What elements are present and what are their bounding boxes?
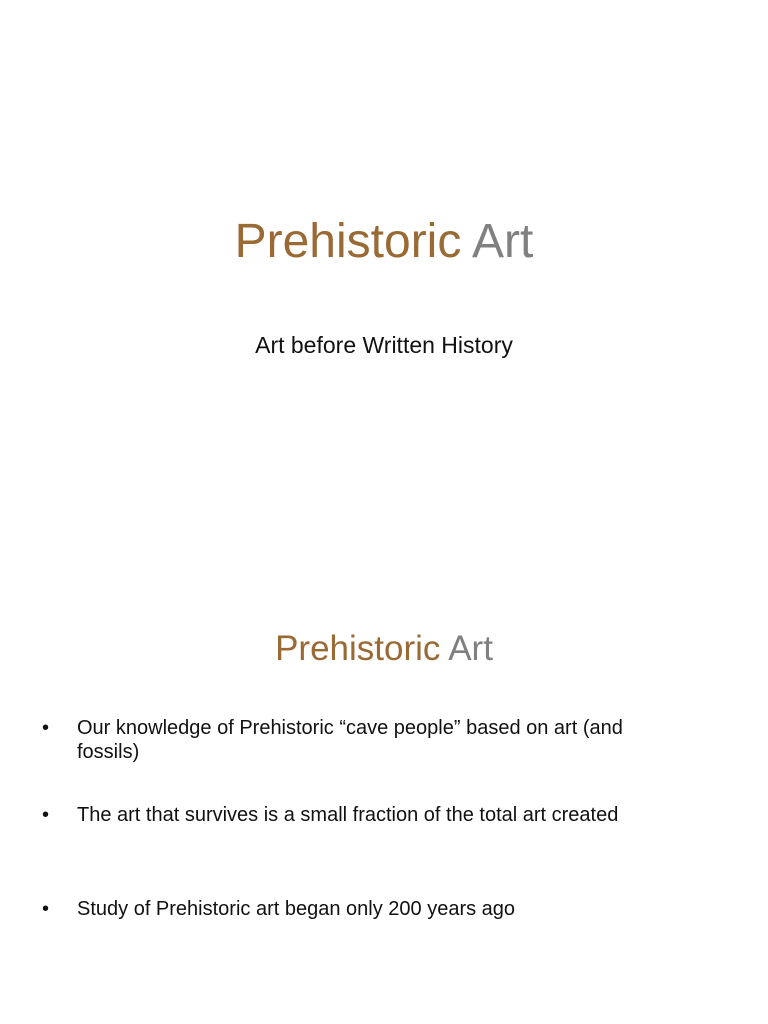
bullet-item: • Our knowledge of Prehistoric “cave people” based on art (and fossils) <box>42 717 623 763</box>
slide-1-subtitle: Art before Written History <box>255 332 513 358</box>
bullet-item: • Study of Prehistoric art began only 200 years ago <box>42 898 516 920</box>
slide-1-title: Prehistoric Art <box>234 215 534 268</box>
bullet-icon: • <box>42 898 50 920</box>
slide-2-title: Prehistoric Art <box>275 629 493 668</box>
bullet-item: • The art that survives is a small fraction of the total art created <box>42 804 619 826</box>
bullet-icon: • <box>42 804 50 826</box>
bullet-icon: • <box>42 717 50 739</box>
